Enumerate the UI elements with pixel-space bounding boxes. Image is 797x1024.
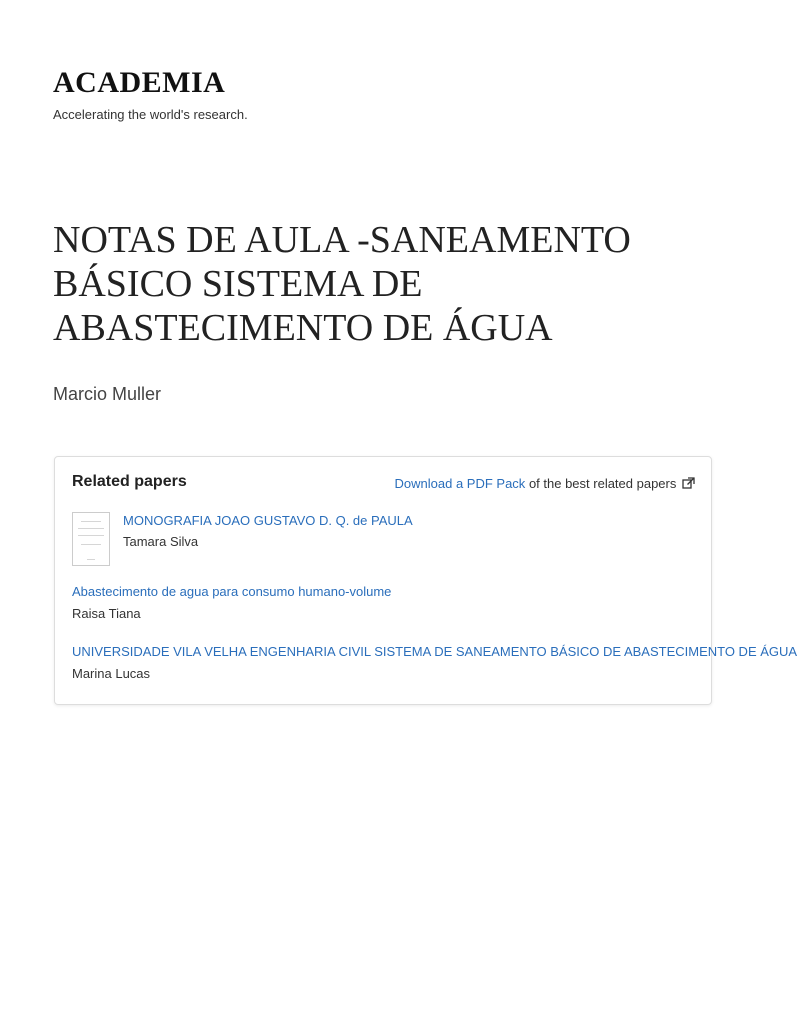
academia-logo[interactable]: ACADEMIA bbox=[53, 66, 226, 99]
paper-thumbnail[interactable] bbox=[72, 512, 110, 566]
tagline: Accelerating the world's research. bbox=[53, 107, 248, 122]
document-title: NOTAS DE AULA -SANEAMENTO BÁSICO SISTEMA DE ABASTECIMENTO DE ÁGUA bbox=[53, 219, 631, 349]
related-paper-author: Raisa Tiana bbox=[72, 606, 141, 621]
related-paper-title[interactable]: UNIVERSIDADE VILA VELHA ENGENHARIA CIVIL SISTEMA DE SANEAMENTO BÁSICO DE ABASTECIMENTO DE ÁGUA bbox=[72, 644, 797, 659]
related-papers-panel bbox=[54, 456, 797, 705]
related-paper-title[interactable]: Abastecimento de agua para consumo humano-volume bbox=[72, 584, 392, 599]
related-paper-author: Marina Lucas bbox=[72, 666, 151, 681]
download-pack-suffix: of the best related papers bbox=[528, 476, 677, 491]
related-papers-heading: Related papers bbox=[72, 473, 187, 490]
related-paper-author: Tamara Silva bbox=[123, 534, 199, 549]
external-link-icon[interactable] bbox=[682, 477, 695, 492]
download-pdf-pack-link[interactable]: Download a PDF Pack bbox=[394, 476, 526, 491]
related-paper-title[interactable]: MONOGRAFIA JOAO GUSTAVO D. Q. de PAULA bbox=[123, 513, 413, 528]
document-author: Marcio Muller bbox=[53, 384, 162, 404]
download-pack-line bbox=[395, 476, 695, 492]
